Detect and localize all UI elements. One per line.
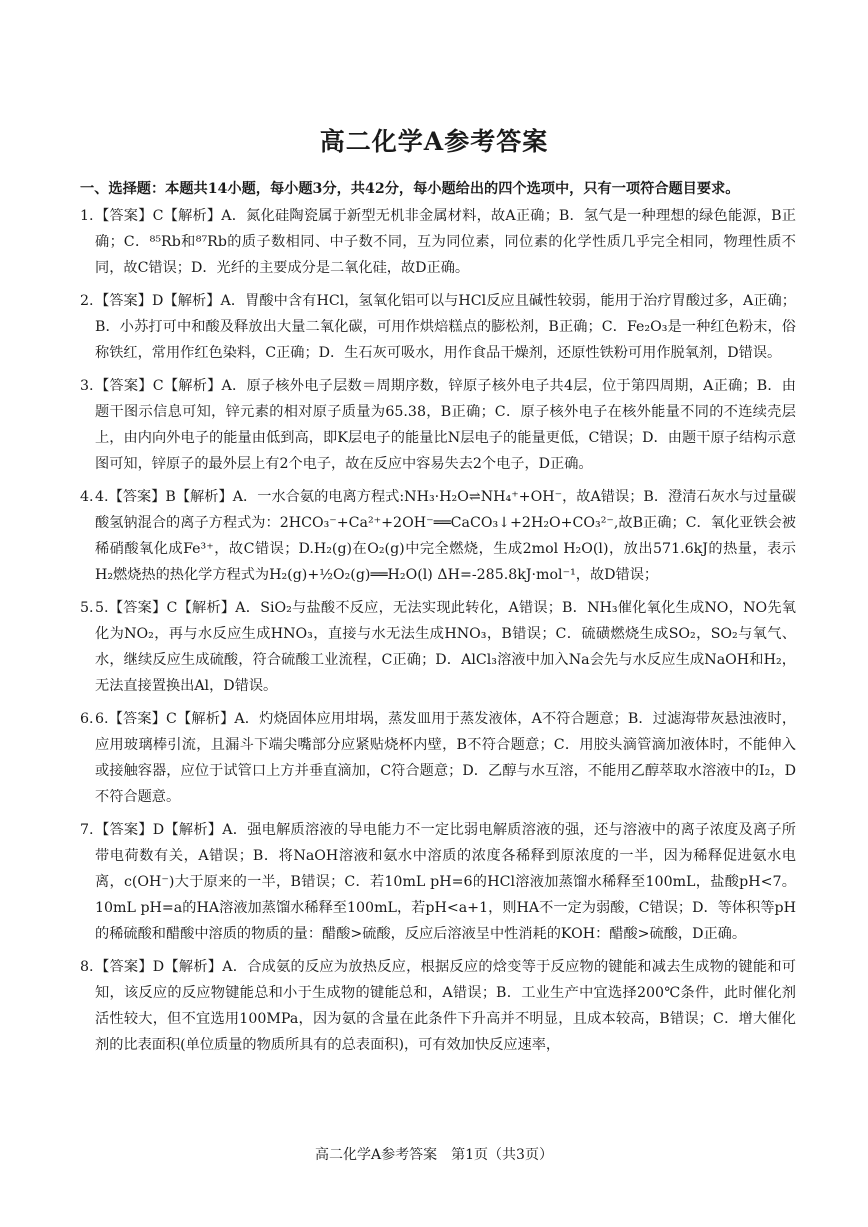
answer-item	[80, 484, 796, 588]
question-number: 8.	[80, 959, 94, 975]
answer-item	[80, 595, 796, 699]
question-number: 7.	[80, 822, 94, 838]
question-number: 1.	[80, 208, 94, 224]
answer-text: 5.【答案】C【解析】A．SiO₂与盐酸不反应，无法实现此转化，A错误；B．NH₃催化氧化生成NO，NO先氧化为NO₂，再与水反应生成HNO₃，直接与水无法生成HNO₃，B错误；C．硫磺燃烧生成SO₂，SO₂与氧气、水，继续反应生成硫酸，符合硫酸工业流程，C正确；D．AlCl₃溶液中加入Na会先与水反应生成NaOH和H₂，无法直接置换出Al，D错误。	[95, 600, 796, 694]
answer-text: 【答案】C【解析】A．氮化硅陶瓷属于新型无机非金属材料，故A正确；B．氢气是一种理想的绿色能源，B正确；C．⁸⁵Rb和⁸⁷Rb的质子数相同、中子数不同，互为同位素，同位素的化学性质几乎完全相同，物理性质不同，故C错误；D．光纤的主要成分是二氧化硅，故D正确。	[95, 208, 796, 276]
answer-text: 4.【答案】B【解析】A．一水合氨的电离方程式:NH₃·H₂O⇌NH₄⁺+OH⁻，故A错误；B．澄清石灰水与过量碳酸氢钠混合的离子方程式为：2HCO₃⁻+Ca²⁺+2OH⁻══CaCO₃↓+2H₂O+CO₃²⁻,故B正确；C．氧化亚铁会被稀硝酸氧化成Fe³⁺，故C错误；D.H₂(g)在O₂(g)中完全燃烧，生成2mol H₂O(l)，放出571.6kJ的热量，表示H₂燃烧热的热化学方程式为H₂(g)+½O₂(g)══H₂O(l) ΔH=-285.8kJ·mol⁻¹，故D错误；	[95, 489, 796, 583]
answer-list	[80, 203, 796, 1065]
answer-item	[80, 817, 796, 947]
answer-text: 6.【答案】C【解析】A．灼烧固体应用坩埚，蒸发皿用于蒸发液体，A不符合题意；B．过滤海带灰悬浊液时，应用玻璃棒引流，且漏斗下端尖嘴部分应紧贴烧杯内壁，B不符合题意；C．用胶头滴管滴加液体时，不能伸入或接触容器，应位于试管口上方并垂直滴加，C符合题意；D．乙醇与水互溶，不能用乙醇萃取水溶液中的I₂，D不符合题意。	[95, 711, 796, 805]
question-number: 5.	[80, 600, 94, 616]
question-number: 3.	[80, 378, 94, 394]
question-number: 6.	[80, 711, 94, 727]
section-heading: 一、选择题：本题共14小题，每小题3分，共42分，每小题给出的四个选项中，只有一项符合题目要求。	[80, 181, 740, 197]
page-footer: 高二化学A参考答案 第1页（共3页）	[315, 1147, 553, 1163]
answer-text: 【答案】D【解析】A．强电解质溶液的导电能力不一定比弱电解质溶液的强，还与溶液中的离子浓度及离子所带电荷数有关，A错误；B．将NaOH溶液和氨水中溶质的浓度各稀释到原浓度的一半，因为稀释促进氨水电离，c(OH⁻)大于原来的一半，B错误；C．若10mL pH=6的HCl溶液加蒸馏水稀释至100mL，盐酸pH<7。10mL pH=a的HA溶液加蒸馏水稀释至100mL，若pH<a+1，则HA不一定为弱酸，C错误；D．等体积等pH的稀硫酸和醋酸中溶质的物质的量：醋酸>硫酸，反应后溶液呈中性消耗的KOH：醋酸>硫酸，D正确。	[95, 822, 796, 942]
question-number: 2.	[80, 293, 94, 309]
answer-item	[80, 288, 796, 366]
answer-item	[80, 954, 796, 1058]
page-title: 高二化学A参考答案	[319, 127, 549, 156]
answer-item	[80, 706, 796, 810]
question-number: 4.	[80, 489, 94, 505]
answer-item	[80, 373, 796, 477]
answer-item	[80, 203, 796, 281]
answer-text: 【答案】D【解析】A．合成氨的反应为放热反应，根据反应的焓变等于反应物的键能和减去生成物的键能和可知，该反应的反应物键能总和小于生成物的键能总和，A错误；B．工业生产中宜选择200℃条件，此时催化剂活性较大，但不宜选用100MPa，因为氨的含量在此条件下升高并不明显，且成本较高，B错误；C．增大催化剂的比表面积(单位质量的物质所具有的总表面积)，可有效加快反应速率，	[95, 959, 796, 1053]
answer-text: 【答案】D【解析】A．胃酸中含有HCl，氢氧化铝可以与HCl反应且碱性较弱，能用于治疗胃酸过多，A正确；B．小苏打可中和酸及释放出大量二氧化碳，可用作烘焙糕点的膨松剂，B正确；C．Fe₂O₃是一种红色粉末，俗称铁红，常用作红色染料，C正确；D．生石灰可吸水，用作食品干燥剂，还原性铁粉可用作脱氧剂，D错误。	[95, 293, 796, 361]
answer-text: 【答案】C【解析】A．原子核外电子层数＝周期序数，锌原子核外电子共4层，位于第四周期，A正确；B．由题干图示信息可知，锌元素的相对原子质量为65.38，B正确；C．原子核外电子在核外能量不同的不连续壳层上，由内向外电子的能量由低到高，即K层电子的能量比N层电子的能量更低，C错误；D．由题干原子结构示意图可知，锌原子的最外层上有2个电子，故在反应中容易失去2个电子，D正确。	[95, 378, 796, 472]
